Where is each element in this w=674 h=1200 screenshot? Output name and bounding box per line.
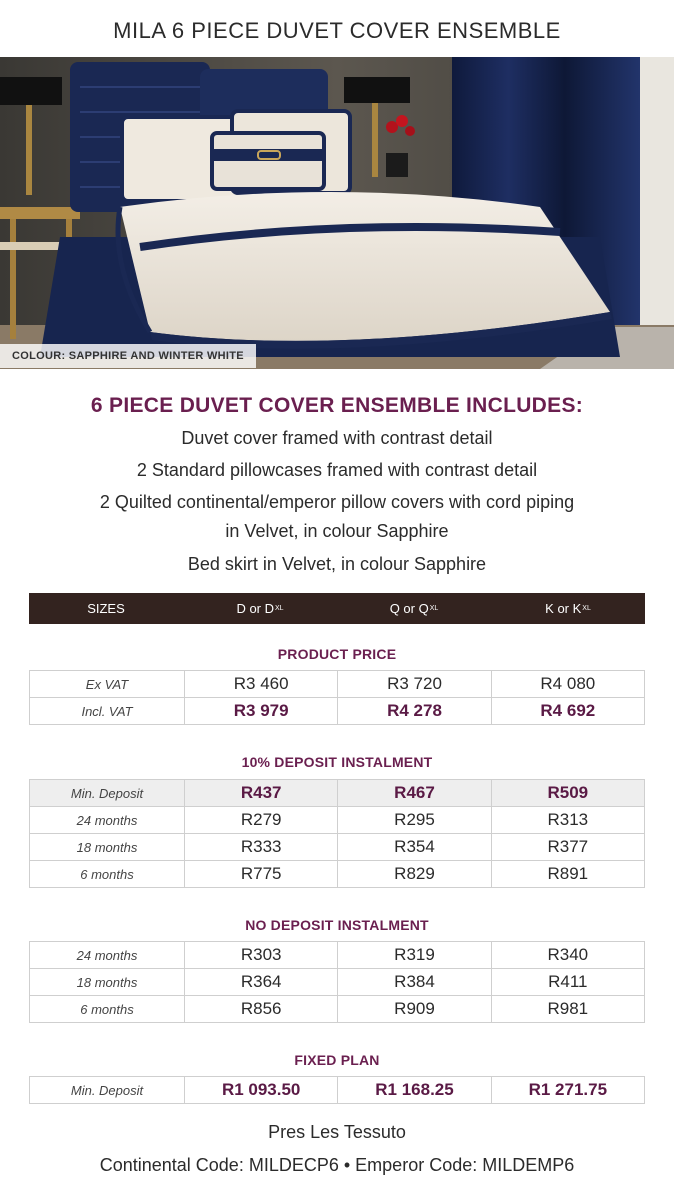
- table-row: 18 months R364 R384 R411: [30, 969, 645, 996]
- table-row: 6 months R775 R829 R891: [30, 861, 645, 888]
- sizes-label: SIZES: [87, 601, 125, 616]
- separator: •: [338, 1155, 356, 1175]
- deposit-instalment-table: [29, 779, 645, 888]
- no-deposit-instalment-heading: NO DEPOSIT INSTALMENT: [245, 917, 429, 933]
- product-price-table: [29, 670, 645, 725]
- page-title: MILA 6 PIECE DUVET COVER ENSEMBLE: [113, 18, 561, 43]
- includes-item: Duvet cover framed with contrast detail: [181, 428, 493, 448]
- sizes-header: [29, 593, 645, 624]
- brand-name: Pres Les Tessuto: [268, 1122, 406, 1142]
- table-row: Incl. VAT R3 979 R4 278 R4 692: [30, 698, 645, 725]
- product-codes: [0, 1155, 674, 1176]
- includes-item: in Velvet, in colour Sapphire: [225, 521, 449, 541]
- table-row: Ex VAT R3 460 R3 720 R4 080: [30, 671, 645, 698]
- continental-code: MILDECP6: [248, 1155, 339, 1175]
- table-row: 24 months R279 R295 R313: [30, 807, 645, 834]
- table-row: 24 months R303 R319 R340: [30, 942, 645, 969]
- table-row: Min. Deposit R437 R467 R509: [30, 780, 645, 807]
- product-photo: [0, 57, 674, 369]
- emperor-code-label: Emperor Code:: [355, 1155, 483, 1175]
- size-column-queen: Q or Q XL: [389, 601, 439, 616]
- fixed-plan-table: [29, 1076, 645, 1104]
- deposit-instalment-heading: 10% DEPOSIT INSTALMENT: [241, 754, 433, 770]
- includes-item: Bed skirt in Velvet, in colour Sapphire: [187, 554, 487, 574]
- includes-item: 2 Standard pillowcases framed with contrast detail: [136, 460, 538, 480]
- size-column-double: D or D XL: [236, 601, 284, 616]
- continental-code-label: Continental Code:: [99, 1155, 249, 1175]
- includes-item: 2 Quilted continental/emperor pillow covers with cord piping: [99, 492, 575, 512]
- no-deposit-instalment-table: [29, 941, 645, 1023]
- table-row: 6 months R856 R909 R981: [30, 996, 645, 1023]
- product-price-heading: PRODUCT PRICE: [277, 646, 397, 662]
- colour-label: COLOUR: SAPPHIRE AND WINTER WHITE: [0, 344, 256, 368]
- includes-heading: 6 PIECE DUVET COVER ENSEMBLE INCLUDES:: [90, 394, 584, 417]
- emperor-code: MILDEMP6: [482, 1155, 575, 1175]
- size-column-king: K or K XL: [545, 601, 591, 616]
- table-row: 18 months R333 R354 R377: [30, 834, 645, 861]
- table-row: Min. Deposit R1 093.50 R1 168.25 R1 271.75: [30, 1077, 645, 1104]
- fixed-plan-heading: FIXED PLAN: [294, 1052, 380, 1068]
